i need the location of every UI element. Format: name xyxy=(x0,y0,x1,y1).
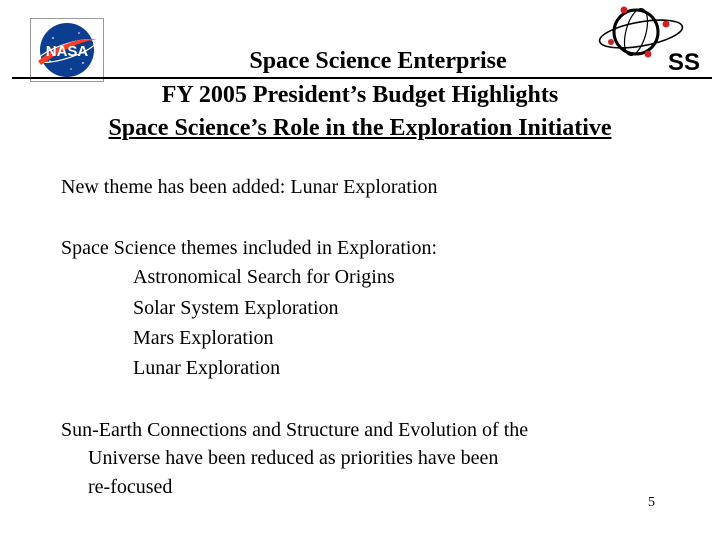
reduced-text-line-1: Sun-Earth Connections and Structure and Evolution of the xyxy=(61,419,529,441)
reduced-text-line-3: re-focused xyxy=(88,476,173,498)
space-science-logo-text: SS xyxy=(667,49,701,76)
new-theme-text: New theme has been added: Lunar Exploration xyxy=(61,176,438,198)
nasa-logo-text: NASA xyxy=(45,43,89,60)
theme-item: Lunar Exploration xyxy=(133,357,281,379)
reduced-text-line-2: Universe have been reduced as priorities have been xyxy=(88,447,499,469)
header-rule xyxy=(12,77,712,79)
themes-heading: Space Science themes included in Exploration: xyxy=(61,237,437,259)
theme-item: Solar System Exploration xyxy=(133,297,339,319)
title-line-3: Space Science’s Role in the Exploration Initiative xyxy=(108,115,612,141)
title-line-2: FY 2005 President’s Budget Highlights xyxy=(161,82,559,108)
theme-item: Astronomical Search for Origins xyxy=(133,266,395,288)
slide-number: 5 xyxy=(648,495,655,510)
theme-item: Mars Exploration xyxy=(133,327,274,349)
title-line-1: Space Science Enterprise xyxy=(249,48,507,74)
